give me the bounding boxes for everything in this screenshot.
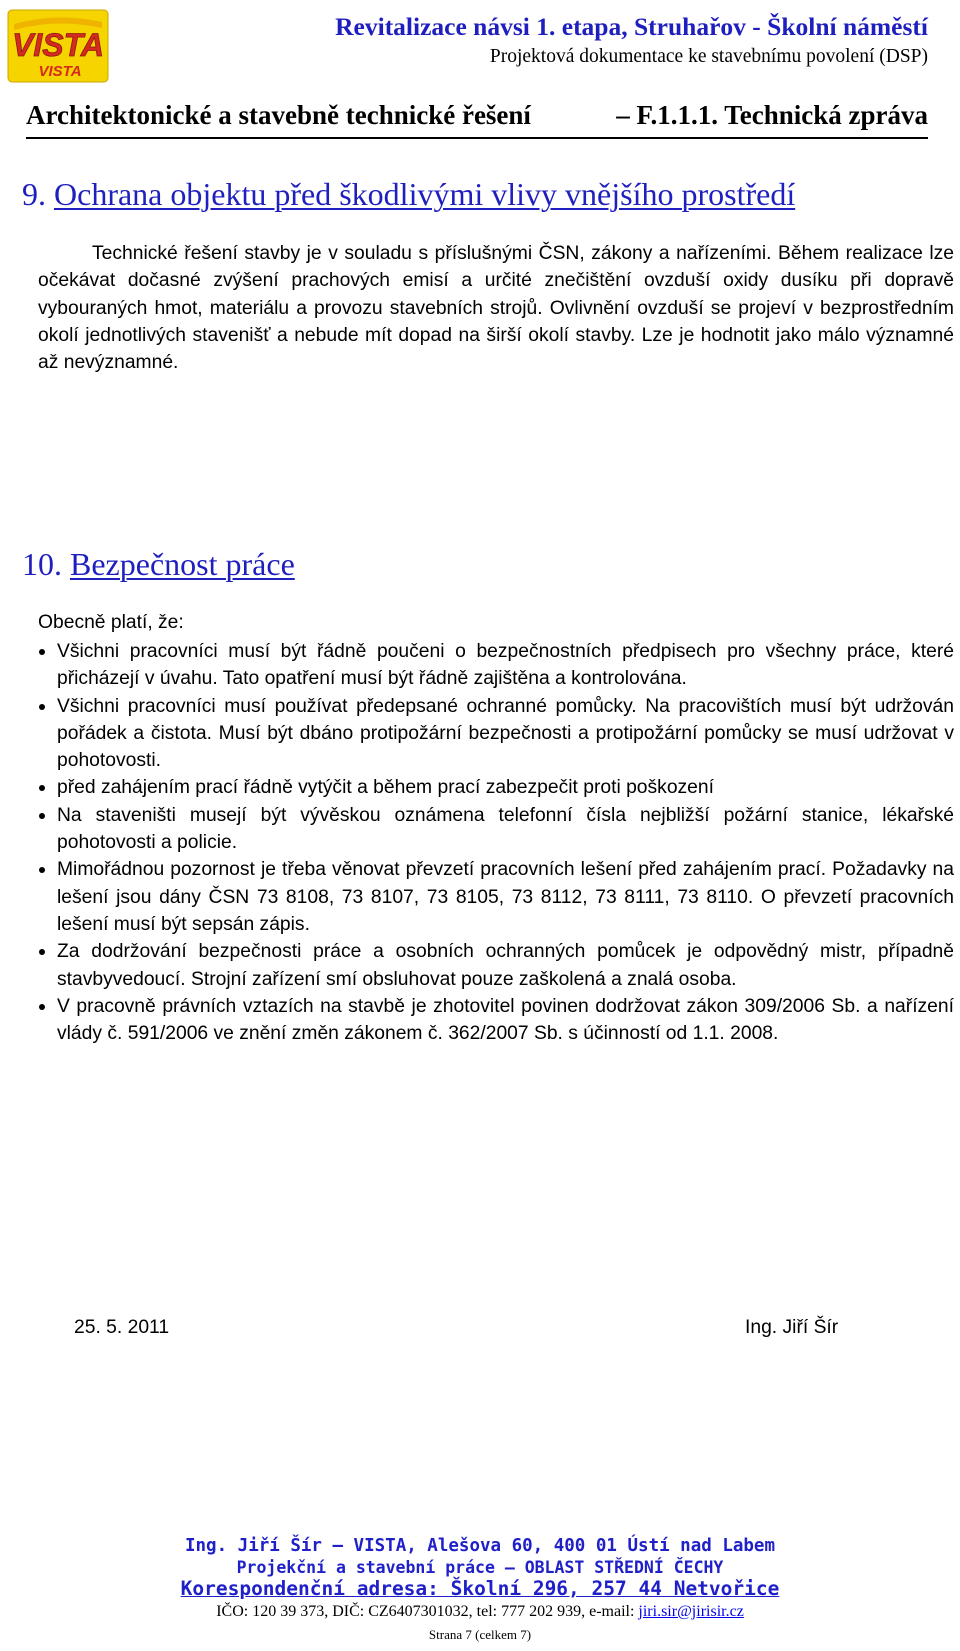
list-item [38,993,954,1048]
section-10-intro: Obecně platí, že: [38,612,184,633]
section-10-heading [22,546,295,583]
list-item [38,774,954,801]
project-subtitle: Projektová dokumentace ke stavebnímu povolení (DSP) [489,46,928,67]
bullet-icon [39,649,45,655]
list-item [38,938,954,993]
email-link[interactable]: jiri.sir@jirisir.cz [638,1603,744,1620]
bullet-icon [39,813,45,819]
header-divider [26,137,928,139]
list-item-text: Mimořádnou pozornost je třeba věnovat převzetí pracovních lešení před zahájením prací. Požadavky na lešení jsou dány ČSN 73 8108, 73 8107, 73 8105, 73 8112, 73 8111, 73 8110. O převzetí pracovních lešení musí být sepsán zápis. [57,859,954,935]
list-item [38,856,954,938]
safety-rules-list [38,638,954,1047]
section-10-title: Bezpečnost práce [70,546,295,582]
document-section-header [26,100,928,131]
vista-logo-graphic [6,6,118,86]
footer-services-line: Projekční a stavební práce – OBLAST STŘEDNÍ ČECHY [236,1558,724,1577]
footer-contact-line [0,1603,960,1621]
section-right-title: – F.1.1.1. Technická zpráva [616,100,928,130]
footer-address-line: Korespondenční adresa: Školní 296, 257 44 Netvořice [180,1577,780,1600]
footer-contact-details: IČO: 120 39 373, DIČ: CZ6407301032, tel: 777 202 939, e-mail: [216,1603,639,1620]
section-10-number: 10. [22,546,62,582]
signature-name: Ing. Jiří Šír [745,1317,839,1338]
bullet-icon [39,867,45,873]
logo-subtext: VISTA [38,63,82,80]
bullet-icon [39,949,45,955]
company-logo [6,6,118,86]
section-9-title: Ochrana objektu před škodlivými vlivy vnějšího prostředí [54,176,796,212]
list-item-text: V pracovně právních vztazích na stavbě je zhotovitel povinen dodržovat zákon 309/2006 Sb. a nařízení vlády č. 591/2006 ve znění změn zákonem č. 362/2007 Sb. s účinností od 1.1. 2008. [57,995,954,1045]
section-9-paragraph: Technické řešení stavby je v souladu s příslušnými ČSN, zákony a nařízeními. Během realizace lze očekávat dočasné zvýšení prachových emisí a určité znečištění ovzduší oxidy dusíku při dopravě vybouraných hmot, materiálu a provozu stavebních strojů. Ovlivnění ovzduší se projeví v bezprostředním okolí jednotlivých stavenišť a nebude mít dopad na širší okolí stavby. Lze je hodnotit jako málo významné až nevýznamné. [38,243,954,374]
list-item-text: Za dodržování bezpečnosti práce a osobních ochranných pomůcek je odpovědný mistr, případně stavbyvedoucí. Strojní zařízení smí obsluhovat pouze zaškolená a znalá osoba. [57,941,954,990]
footer-company-line: Ing. Jiří Šír – VISTA, Alešova 60, 400 01 Ústí nad Labem [184,1536,775,1556]
list-item [38,638,954,693]
list-item [38,802,954,857]
project-title: Revitalizace návsi 1. etapa, Struhařov - Školní náměstí [335,12,928,41]
list-item-text: Všichni pracovníci musí používat předepsané ochranné pomůcky. Na pracovištích musí být udržován pořádek a čistota. Musí být dbáno protipožární bezpečnosti a protipožární pomůcky se musí udržovat v pohotovosti. [57,695,954,772]
list-item-text: před zahájením prací řádně vytýčit a během prací zabezpečit proti poškození [57,777,714,799]
logo-text: VISTA [12,27,104,63]
section-left-title: Architektonické a stavebně technické řešení [26,100,531,130]
bullet-icon [39,785,45,791]
list-item-text: Všichni pracovníci musí být řádně poučeni o bezpečnostních předpisech pro všechny práce, které přicházejí v úvahu. Tato opatření musí být řádně zajištěna a kontrolována. [57,641,954,690]
list-item-text: Na staveništi musejí být vývěskou oznámena telefonní čísla nejbližší požární stanice, lékařské pohotovosti a policie. [57,804,954,854]
bullet-icon [39,704,45,710]
page-number: Strana 7 (celkem 7) [428,1627,532,1642]
bullet-icon [39,1004,45,1010]
section-9-number: 9. [22,176,46,212]
list-item [38,693,954,775]
signature-date: 25. 5. 2011 [74,1317,170,1338]
section-9-heading [22,176,795,213]
